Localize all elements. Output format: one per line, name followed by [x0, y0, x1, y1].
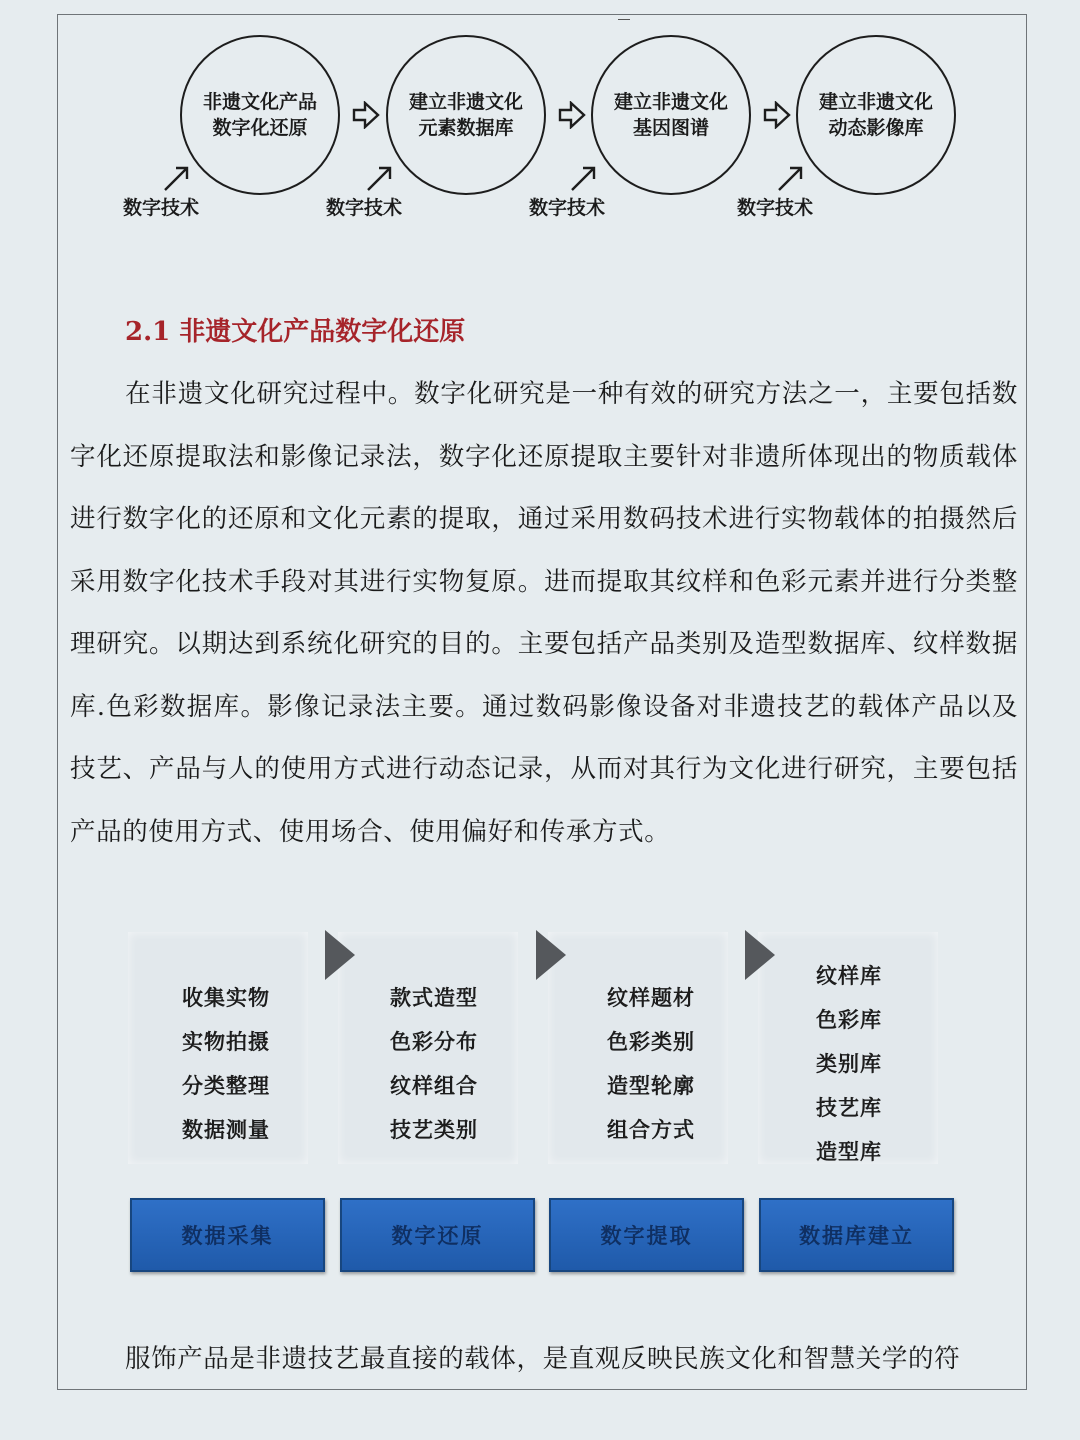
circle-step-1-line2: 数字化还原: [212, 117, 308, 139]
continuation-paragraph: 服饰产品是非遗技艺最直接的载体，是直观反映民族文化和智慧关学的符: [125, 1344, 961, 1374]
process-column-2-items: [390, 976, 478, 1152]
circle-step-2-line2: 元素数据库: [418, 117, 514, 139]
list-item: 纹样题材: [607, 986, 695, 1010]
circle-step-1-line1: 非遗文化产品: [202, 91, 317, 113]
list-item: 纹样组合: [390, 1074, 478, 1098]
stage-label-digital-extraction: 数字提取: [549, 1198, 744, 1272]
play-arrow-icon: [325, 930, 355, 980]
list-item: 类别库: [816, 1052, 882, 1076]
list-item: 款式造型: [390, 986, 478, 1010]
stage-label-database-build: 数据库建立: [759, 1198, 954, 1272]
digitization-process-diagram: [128, 920, 958, 1270]
list-item: 色彩库: [816, 1008, 882, 1032]
list-item: 技艺类别: [390, 1118, 478, 1142]
section-heading: 2.1 非遗文化产品数字化还原: [125, 317, 466, 347]
diagonal-arrow-icon: [776, 163, 806, 193]
list-item: 造型轮廓: [607, 1074, 695, 1098]
stage-label-digital-restoration: 数字还原: [340, 1198, 535, 1272]
circle-step-3-line1: 建立非遗文化: [613, 91, 728, 113]
hollow-right-arrow-icon: [558, 101, 586, 129]
play-arrow-icon: [745, 930, 775, 980]
list-item: 色彩分布: [390, 1030, 478, 1054]
list-item: 技艺库: [816, 1096, 882, 1120]
diagonal-arrow-icon: [569, 163, 599, 193]
diagonal-arrow-icon: [162, 163, 192, 193]
document-page: [57, 14, 1027, 1390]
body-paragraph-text: 在非遗文化研究过程中。数字化研究是一种有效的研究方法之一，主要包括数字化还原提取法和影像记录法，数字化还原提取主要针对非遗所体现出的物质载体进行数字化的还原和文化元素的提取，通过采用数码技术进行实物载体的拍摄然后采用数字化技术手段对其进行实物复原。进而提取其纹样和色彩元素并进行分类整理研究。以期达到系统化研究的目的。主要包括产品类别及造型数据库、纹样数据库.色彩数据库。影像记录法主要。通过数码影像设备对非遗技艺的载体产品以及技艺、产品与人的使用方式进行动态记录，从而对其行为文化进行研究，主要包括产品的使用方式、使用场合、使用偏好和传承方式。: [70, 379, 1018, 847]
circle-step-2: [386, 35, 546, 195]
list-item: 收集实物: [182, 986, 270, 1010]
digital-tech-label-3: 数字技术: [529, 197, 606, 219]
body-paragraph: [70, 363, 1018, 863]
digital-tech-label-2: 数字技术: [326, 197, 403, 219]
circle-step-4: [796, 35, 956, 195]
digital-tech-label-4: 数字技术: [737, 197, 814, 219]
process-column-1-items: [182, 976, 270, 1152]
list-item: 造型库: [816, 1140, 882, 1164]
circle-step-4-line1: 建立非遗文化: [818, 91, 933, 113]
list-item: 实物拍摄: [182, 1030, 270, 1054]
diagonal-arrow-icon: [365, 163, 395, 193]
circle-step-3: [591, 35, 751, 195]
process-column-4-items: [816, 954, 882, 1174]
play-arrow-icon: [536, 930, 566, 980]
list-item: 纹样库: [816, 964, 882, 988]
list-item: 数据测量: [182, 1118, 270, 1142]
heritage-flow-diagram: [58, 15, 1027, 245]
stage-label-data-collection: 数据采集: [130, 1198, 325, 1272]
hollow-right-arrow-icon: [763, 101, 791, 129]
circle-step-1: [180, 35, 340, 195]
circle-step-3-line2: 基因图谱: [632, 117, 709, 139]
hollow-right-arrow-icon: [352, 101, 380, 129]
list-item: 色彩类别: [607, 1030, 695, 1054]
list-item: 组合方式: [607, 1118, 695, 1142]
process-column-3-items: [607, 976, 695, 1152]
list-item: 分类整理: [182, 1074, 270, 1098]
circle-step-2-line1: 建立非遗文化: [408, 91, 523, 113]
circle-step-4-line2: 动态影像库: [828, 117, 924, 139]
digital-tech-label-1: 数字技术: [123, 197, 200, 219]
